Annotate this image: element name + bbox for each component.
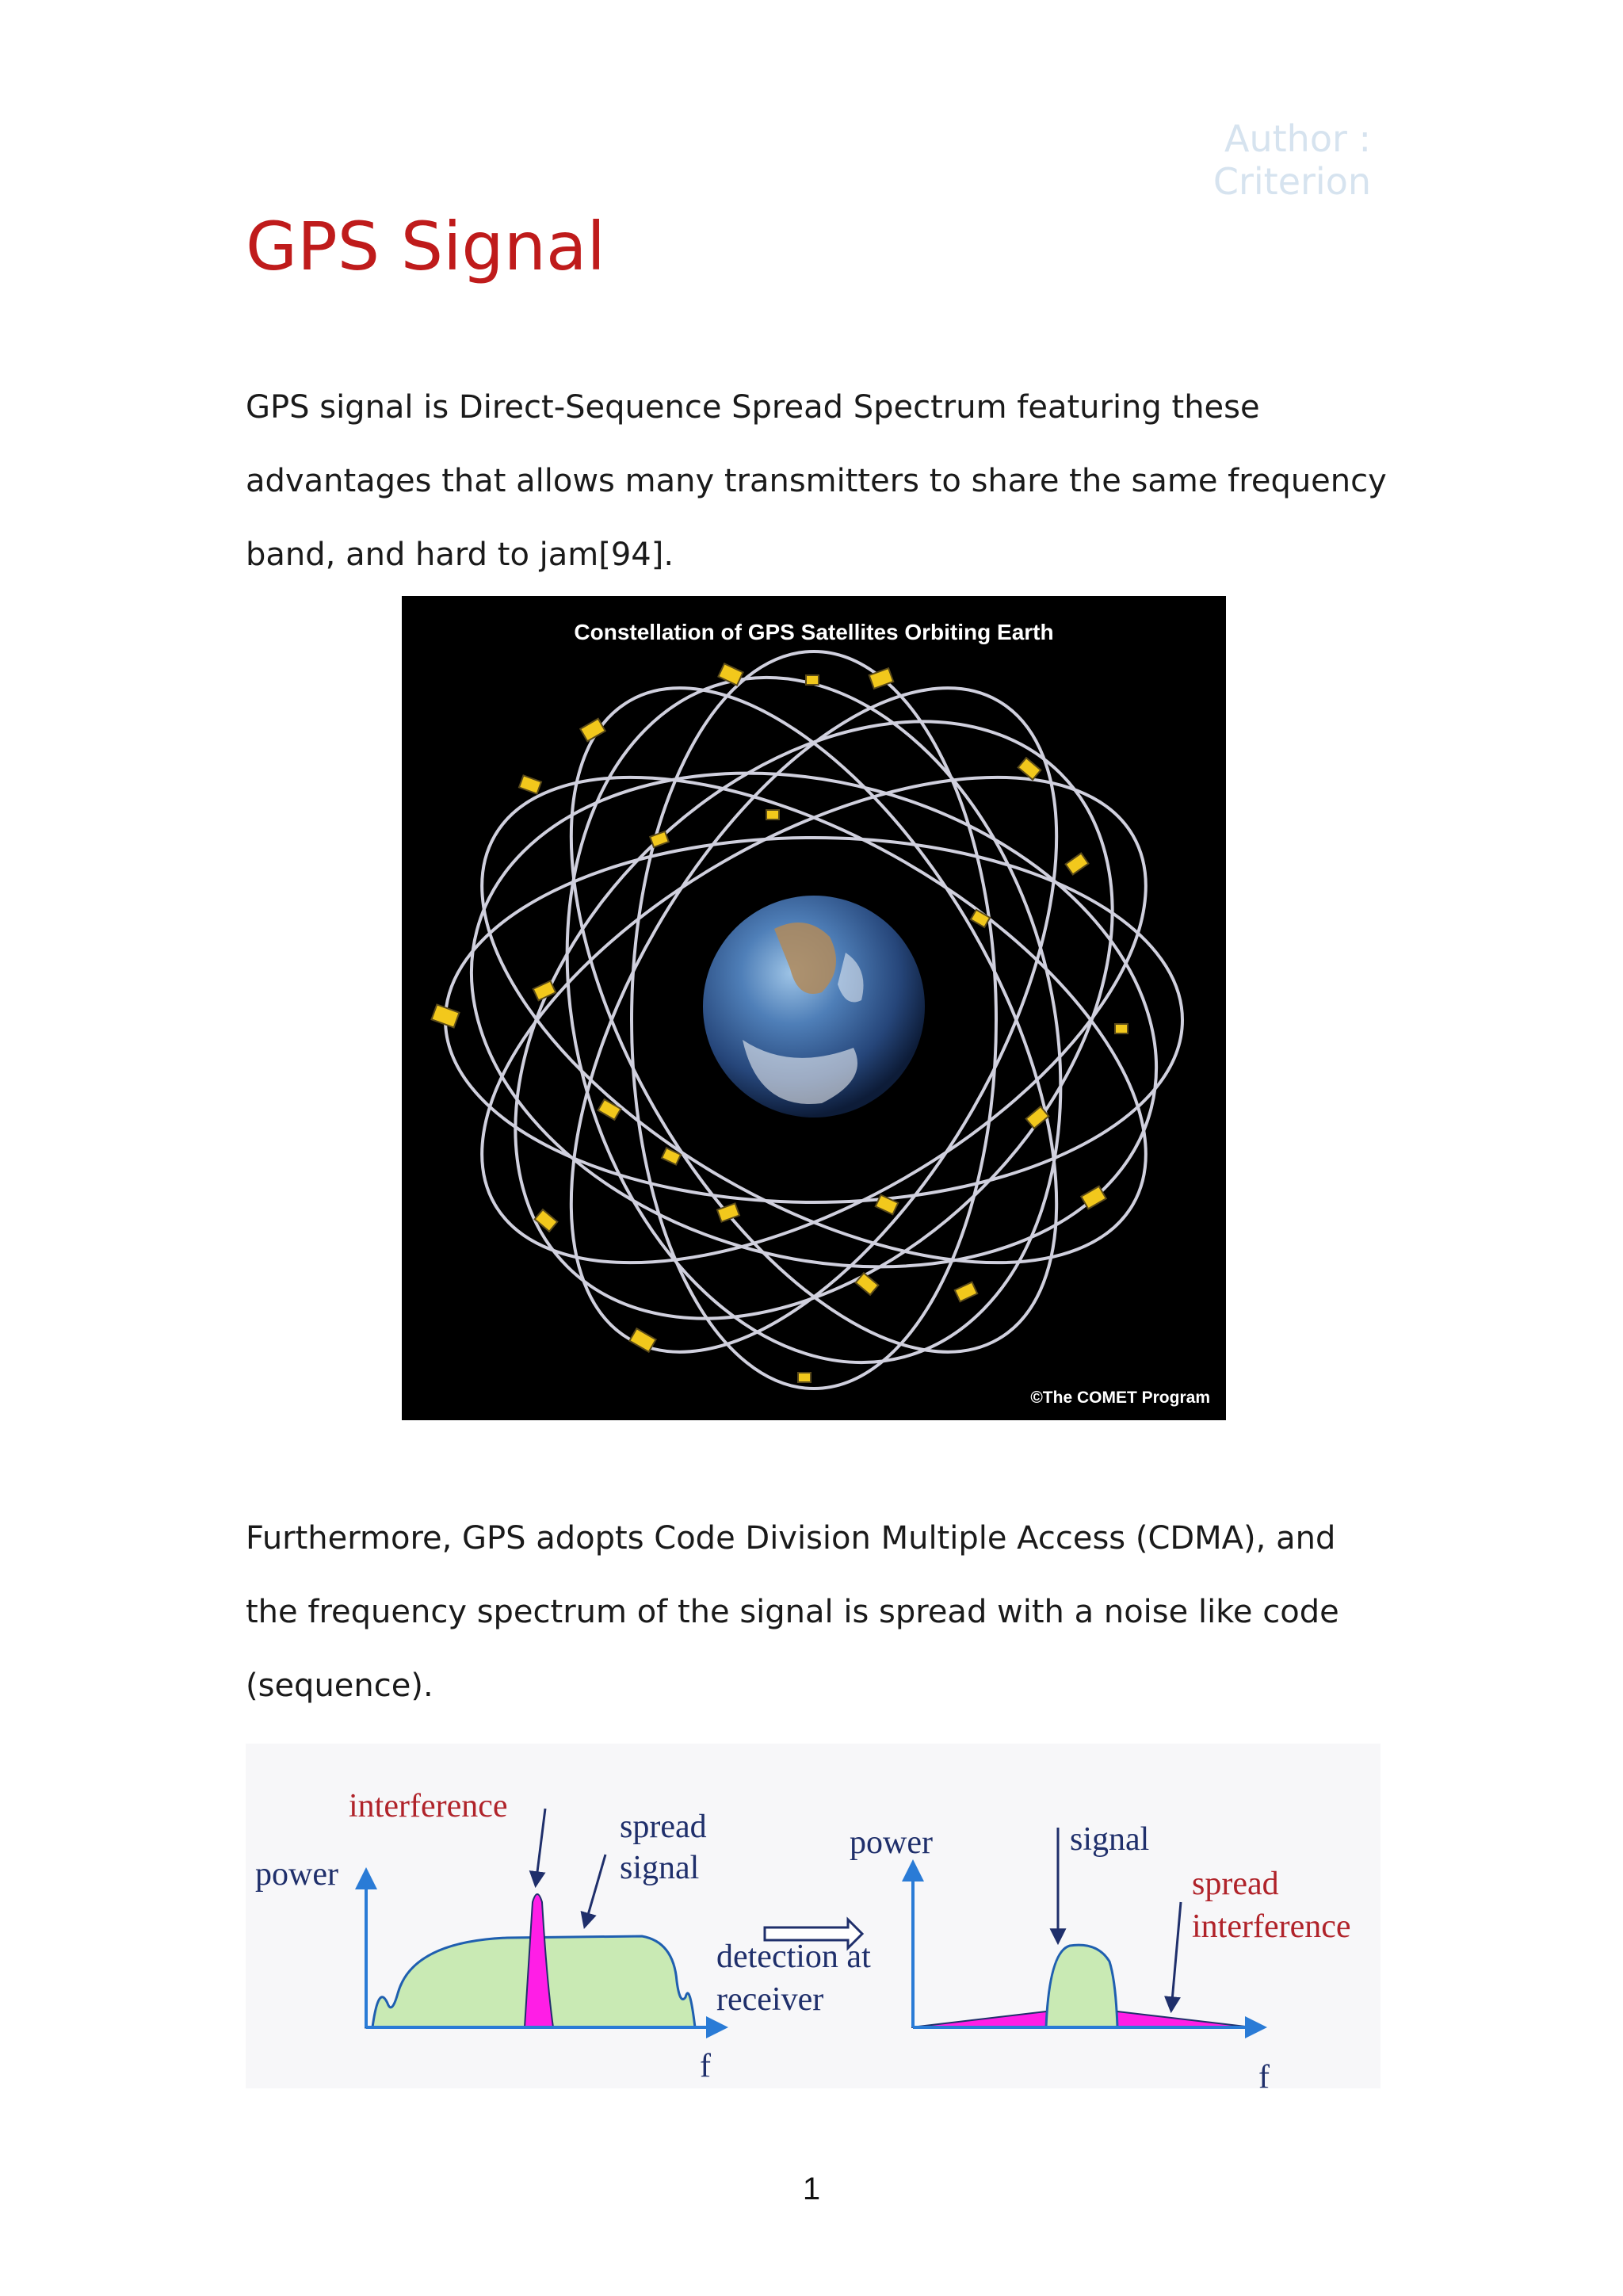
spread-interference-label-2: interference	[1192, 1908, 1351, 1945]
paragraph-cdma: Furthermore, GPS adopts Code Division Multiple Access (CDMA), and the frequency spectrum of the signal is spread with a noise like code (sequence).	[246, 1520, 1339, 1704]
left-spectrum	[255, 1788, 717, 2084]
signal-label: signal	[1070, 1821, 1150, 1858]
figure-credit: ©The COMET Program	[1030, 1389, 1210, 1407]
interference-label: interference	[349, 1788, 508, 1824]
spread-interference-label-1: spread	[1192, 1866, 1279, 1902]
left-power-label: power	[255, 1856, 338, 1893]
orbit-illustration	[402, 596, 1226, 1420]
detection-arrow	[716, 1920, 871, 2018]
spread-spectrum-diagram	[246, 1744, 1381, 2088]
right-power-label: power	[850, 1824, 933, 1861]
left-f-label: f	[700, 2048, 711, 2084]
detection-label-2: receiver	[716, 1981, 824, 2018]
page-number: 1	[802, 2172, 821, 2206]
detection-label-1: detection at	[716, 1939, 871, 1975]
gps-constellation-figure	[402, 596, 1226, 1420]
spread-signal-label-2: signal	[620, 1850, 700, 1886]
page-title: GPS Signal	[246, 208, 605, 285]
figure-title: Constellation of GPS Satellites Orbiting Earth	[574, 620, 1054, 644]
spread-signal-label-1: spread	[620, 1809, 707, 1845]
paragraph-intro: GPS signal is Direct-Sequence Spread Spectrum featuring these advantages that allows many transmitters to share the same frequency band, and hard to jam[94].	[246, 389, 1387, 573]
right-spectrum	[850, 1821, 1351, 2088]
author-header: Author : Criterion	[1212, 117, 1371, 203]
right-f-label: f	[1258, 2059, 1270, 2088]
spectrum-illustration	[246, 1744, 1381, 2088]
